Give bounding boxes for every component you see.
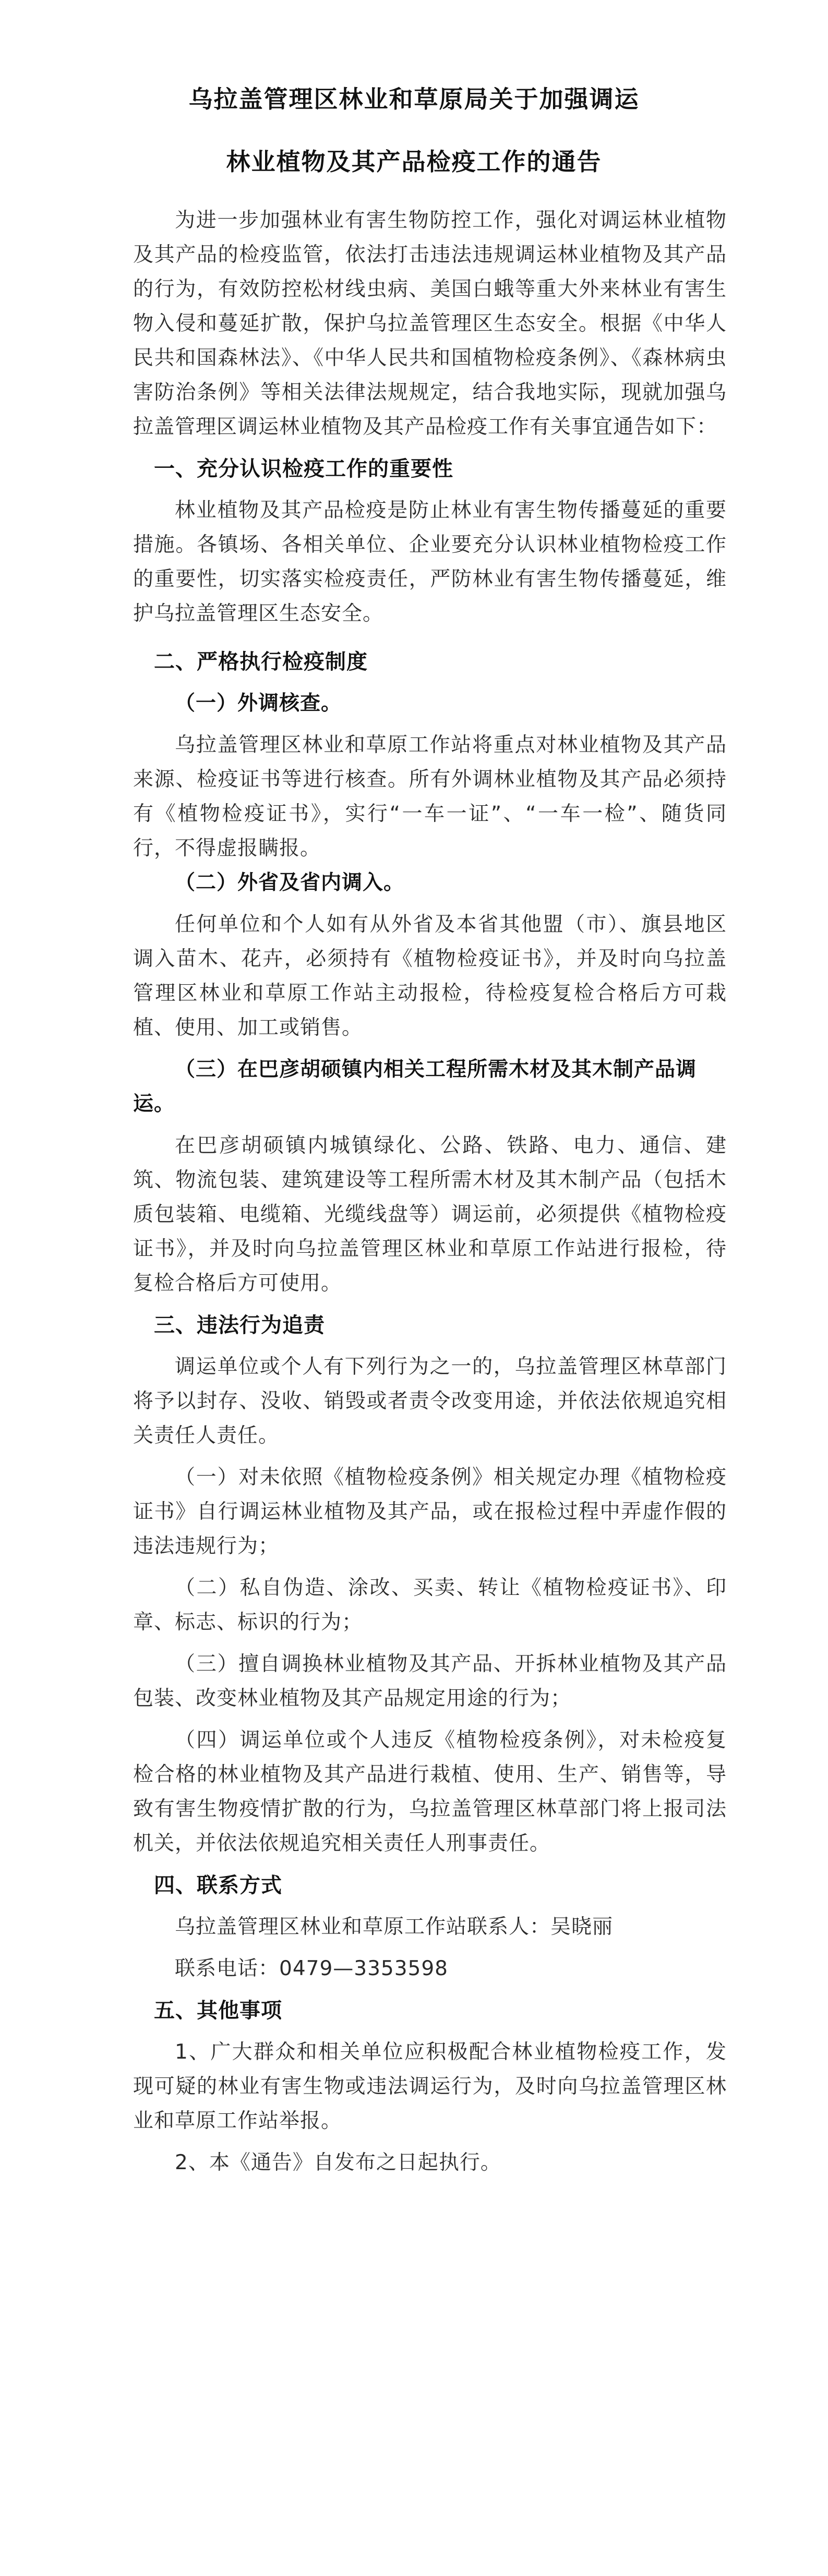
section-3-heading: 三、违法行为追责 [154, 1313, 325, 1337]
section-3-item-2: （二）私自伪造、涂改、买卖、转让《植物检疫证书》、印章、标志、标识的行为； [133, 1576, 727, 1634]
section-5-item-2: 2、本《通告》自发布之日起执行。 [175, 2151, 501, 2174]
section-5-item-1: 1、广大群众和相关单位应积极配合林业植物检疫工作，发现可疑的林业有害生物或违法调运行为，及时向乌拉盖管理区林业和草原工作站举报。 [133, 2040, 727, 2133]
document-body [133, 203, 727, 2180]
section-3-item-4: （四）调运单位或个人违反《植物检疫条例》，对未检疫复检合格的林业植物及其产品进行栽植、使用、生产、销售等，导致有害生物疫情扩散的行为，乌拉盖管理区林草部门将上报司法机关，并依法依规追究相关责任人刑事责任。 [133, 1728, 727, 1855]
section-3-body: 调运单位或个人有下列行为之一的，乌拉盖管理区林草部门将予以封存、没收、销毁或者责令改变用途，并依法依规追究相关责任人责任。 [133, 1355, 727, 1447]
section-2-heading: 二、严格执行检疫制度 [154, 650, 368, 674]
section-1-body: 林业植物及其产品检疫是防止林业有害生物传播蔓延的重要措施。各镇场、各相关单位、企业要充分认识林业植物检疫工作的重要性，切实落实检疫责任，严防林业有害生物传播蔓延，维护乌拉盖管理区生态安全。 [133, 499, 727, 625]
section-2-sub-3-heading: （三）在巴彦胡硕镇内相关工程所需木材及其木制产品调运。 [133, 1058, 697, 1116]
section-3-item-3: （三）擅自调换林业植物及其产品、开拆林业植物及其产品包装、改变林业植物及其产品规定用途的行为； [133, 1652, 727, 1710]
contact-phone: 联系电话：0479—3353598 [175, 1957, 448, 1980]
intro-paragraph: 为进一步加强林业有害生物防控工作，强化对调运林业植物及其产品的检疫监管，依法打击违法违规调运林业植物及其产品的行为，有效防控松材线虫病、美国白蛾等重大外来林业有害生物入侵和蔓延扩散，保护乌拉盖管理区生态安全。根据《中华人民共和国森林法》、《中华人民共和国植物检疫条例》、《森林病虫害防治条例》等相关法律法规规定，结合我地实际，现就加强乌拉盖管理区调运林业植物及其产品检疫工作有关事宜通告如下： [133, 209, 727, 439]
section-2-sub-2-heading: （二）外省及省内调入。 [175, 871, 405, 894]
section-5-heading: 五、其他事项 [154, 1999, 282, 2023]
document-title-line-1: 乌拉盖管理区林业和草原局关于加强调运 [188, 85, 640, 113]
section-2-sub-2-body: 任何单位和个人如有从外省及本省其他盟（市）、旗县地区调入苗木、花卉，必须持有《植物检疫证书》，并及时向乌拉盖管理区林业和草原工作站主动报检，待检疫复检合格后方可栽植、使用、加工或销售。 [133, 913, 727, 1039]
section-2-sub-3-body: 在巴彦胡硕镇内城镇绿化、公路、铁路、电力、通信、建筑、物流包装、建筑建设等工程所需木材及其木制产品（包括木质包装箱、电缆箱、光缆线盘等）调运前，必须提供《植物检疫证书》，并及时向乌拉盖管理区林业和草原工作站进行报检，待复检合格后方可使用。 [133, 1134, 727, 1295]
section-2-sub-1-body: 乌拉盖管理区林业和草原工作站将重点对林业植物及其产品来源、检疫证书等进行核查。所有外调林业植物及其产品必须持有《植物检疫证书》，实行“一车一证”、“一车一检”、随货同行，不得虚报瞒报。 [133, 733, 727, 860]
section-4-heading: 四、联系方式 [154, 1873, 282, 1897]
section-3-item-1: （一）对未依照《植物检疫条例》相关规定办理《植物检疫证书》自行调运林业植物及其产品，或在报检过程中弄虚作假的违法违规行为； [133, 1466, 727, 1558]
document-title-line-2: 林业植物及其产品检疫工作的通告 [226, 148, 602, 176]
section-1-heading: 一、充分认识检疫工作的重要性 [154, 457, 453, 481]
section-2-sub-1-heading: （一）外调核查。 [175, 692, 342, 715]
contact-person: 乌拉盖管理区林业和草原工作站联系人：吴晓丽 [175, 1915, 614, 1939]
